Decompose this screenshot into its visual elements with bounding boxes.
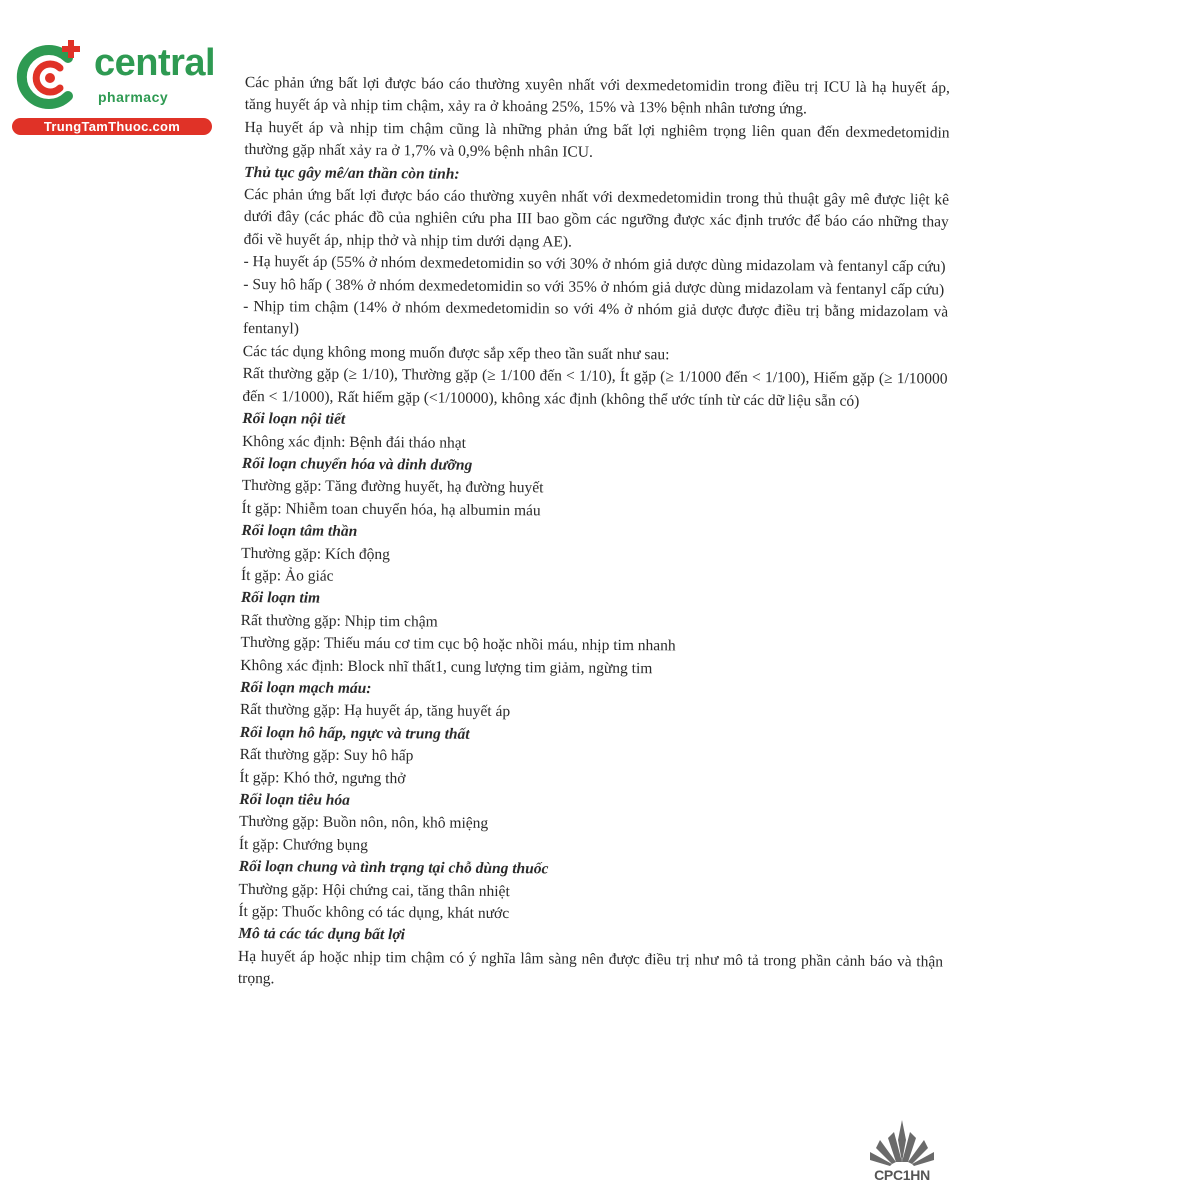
lotus-emblem-icon (866, 1118, 938, 1168)
central-pharmacy-c-icon (10, 38, 90, 118)
text-paragraph: Rất thường gặp (≥ 1/10), Thường gặp (≥ 1/100 đến < 1/10), Ít gặp (≥ 1/1000 đến < 1/100), Hiếm gặp (≥ 1/10000 đến < 1/1000), Rất hiếm gặp (<1/10000), không xác định (không thể ước tính từ các dữ liệu sẵn có) (242, 365, 948, 410)
text-paragraph: Rất thường gặp: Hạ huyết áp, tăng huyết áp (239, 701, 511, 721)
text-paragraph: Các phản ứng bất lợi được báo cáo thường xuyên nhất với dexmedetomidin trong điều trị ICU là hạ huyết áp, tăng huyết áp và nhịp tim chậm, xảy ra ở khoảng 25%, 15% và 13% bệnh nhân tương ứng. (244, 73, 950, 118)
text-paragraph: Ít gặp: Ảo giác (240, 566, 334, 585)
cpc1hn-emblem (866, 1118, 938, 1188)
text-paragraph: Thường gặp: Thiếu máu cơ tim cục bộ hoặc nhồi máu, nhịp tim nhanh (240, 634, 676, 655)
section-heading: Rối loạn chuyển hóa và dinh dưỡng (241, 454, 473, 474)
text-paragraph: Ít gặp: Chướng bụng (238, 835, 368, 854)
text-paragraph: Rất thường gặp: Nhịp tim chậm (240, 611, 438, 631)
central-pharmacy-logo (10, 38, 215, 138)
text-paragraph: Ít gặp: Khó thở, ngưng thở (239, 768, 406, 787)
logo-sub-text: pharmacy (98, 89, 169, 105)
logo-site-banner: TrungTamThuoc.com (12, 118, 212, 135)
text-paragraph: Thường gặp: Tăng đường huyết, hạ đường huyết (241, 477, 544, 497)
text-paragraph: - Suy hô hấp ( 38% ở nhóm dexmedetomidin so với 35% ở nhóm giả dược dùng midazolam và fentanyl cấp cứu) (243, 275, 945, 299)
text-paragraph: Thường gặp: Kích động (241, 544, 391, 563)
section-heading: Rối loạn nội tiết (242, 410, 346, 428)
section-heading: Rối loạn tâm thần (241, 522, 358, 541)
section-heading: Rối loạn mạch máu: (240, 678, 372, 697)
section-heading: Mô tả các tác dụng bất lợi (238, 925, 406, 944)
text-paragraph: Hạ huyết áp hoặc nhịp tim chậm có ý nghĩa lâm sàng nên được điều trị như mô tả trong phần cảnh báo và thận trọng. (237, 947, 944, 988)
text-paragraph: Rất thường gặp: Suy hô hấp (239, 746, 414, 765)
text-paragraph: Không xác định: Block nhĩ thất1, cung lượng tim giảm, ngừng tim (240, 656, 653, 677)
text-paragraph: Không xác định: Bệnh đái tháo nhạt (242, 432, 467, 452)
logo-brand-text: central (94, 42, 216, 84)
text-paragraph: Thường gặp: Hội chứng cai, tăng thân nhiệt (238, 880, 510, 900)
text-paragraph: Ít gặp: Thuốc không có tác dụng, khát nước (238, 903, 510, 923)
text-paragraph: - Hạ huyết áp (55% ở nhóm dexmedetomidin so với 30% ở nhóm giả dược dùng midazolam và fentanyl cấp cứu) (243, 253, 946, 276)
section-heading: Rối loạn hô hấp, ngực và trung thất (239, 723, 470, 743)
text-paragraph: Hạ huyết áp và nhịp tim chậm cũng là những phản ứng bất lợi nghiêm trọng liên quan đến dexmedetomidin thường gặp nhất xảy ra ở 1,7% và 0,9% bệnh nhân ICU. (244, 118, 950, 161)
text-paragraph: Các tác dụng không mong muốn được sắp xếp theo tần suất như sau: (242, 342, 670, 364)
text-paragraph: Ít gặp: Nhiễm toan chuyển hóa, hạ albumin máu (241, 499, 541, 520)
section-heading: Rối loạn tiêu hóa (239, 790, 351, 809)
text-paragraph: Thường gặp: Buồn nôn, nôn, khô miệng (239, 813, 489, 833)
section-heading: Rối loạn tim (240, 589, 321, 607)
text-paragraph: - Nhịp tim chậm (14% ở nhóm dexmedetomidin so với 4% ở nhóm giả dược được điều trị bằng midazolam và fentanyl) (242, 298, 949, 338)
section-heading: Thủ tục gây mê/an thần còn tỉnh: (244, 163, 460, 183)
section-heading: Rối loạn chung và tình trạng tại chỗ dùng thuốc (238, 858, 549, 878)
emblem-text: CPC1HN (874, 1167, 930, 1183)
text-paragraph: Các phản ứng bất lợi được báo cáo thường xuyên nhất với dexmedetomidin trong thủ thuật gây mê được liệt kê dưới đây (các phác đồ của nghiên cứu pha III bao gồm các ngưỡng được xác định trước để báo cáo những thay đổi về huyết áp, nhịp thở và nhịp tim dưới dạng AE). (243, 186, 950, 251)
document-body (238, 72, 950, 996)
